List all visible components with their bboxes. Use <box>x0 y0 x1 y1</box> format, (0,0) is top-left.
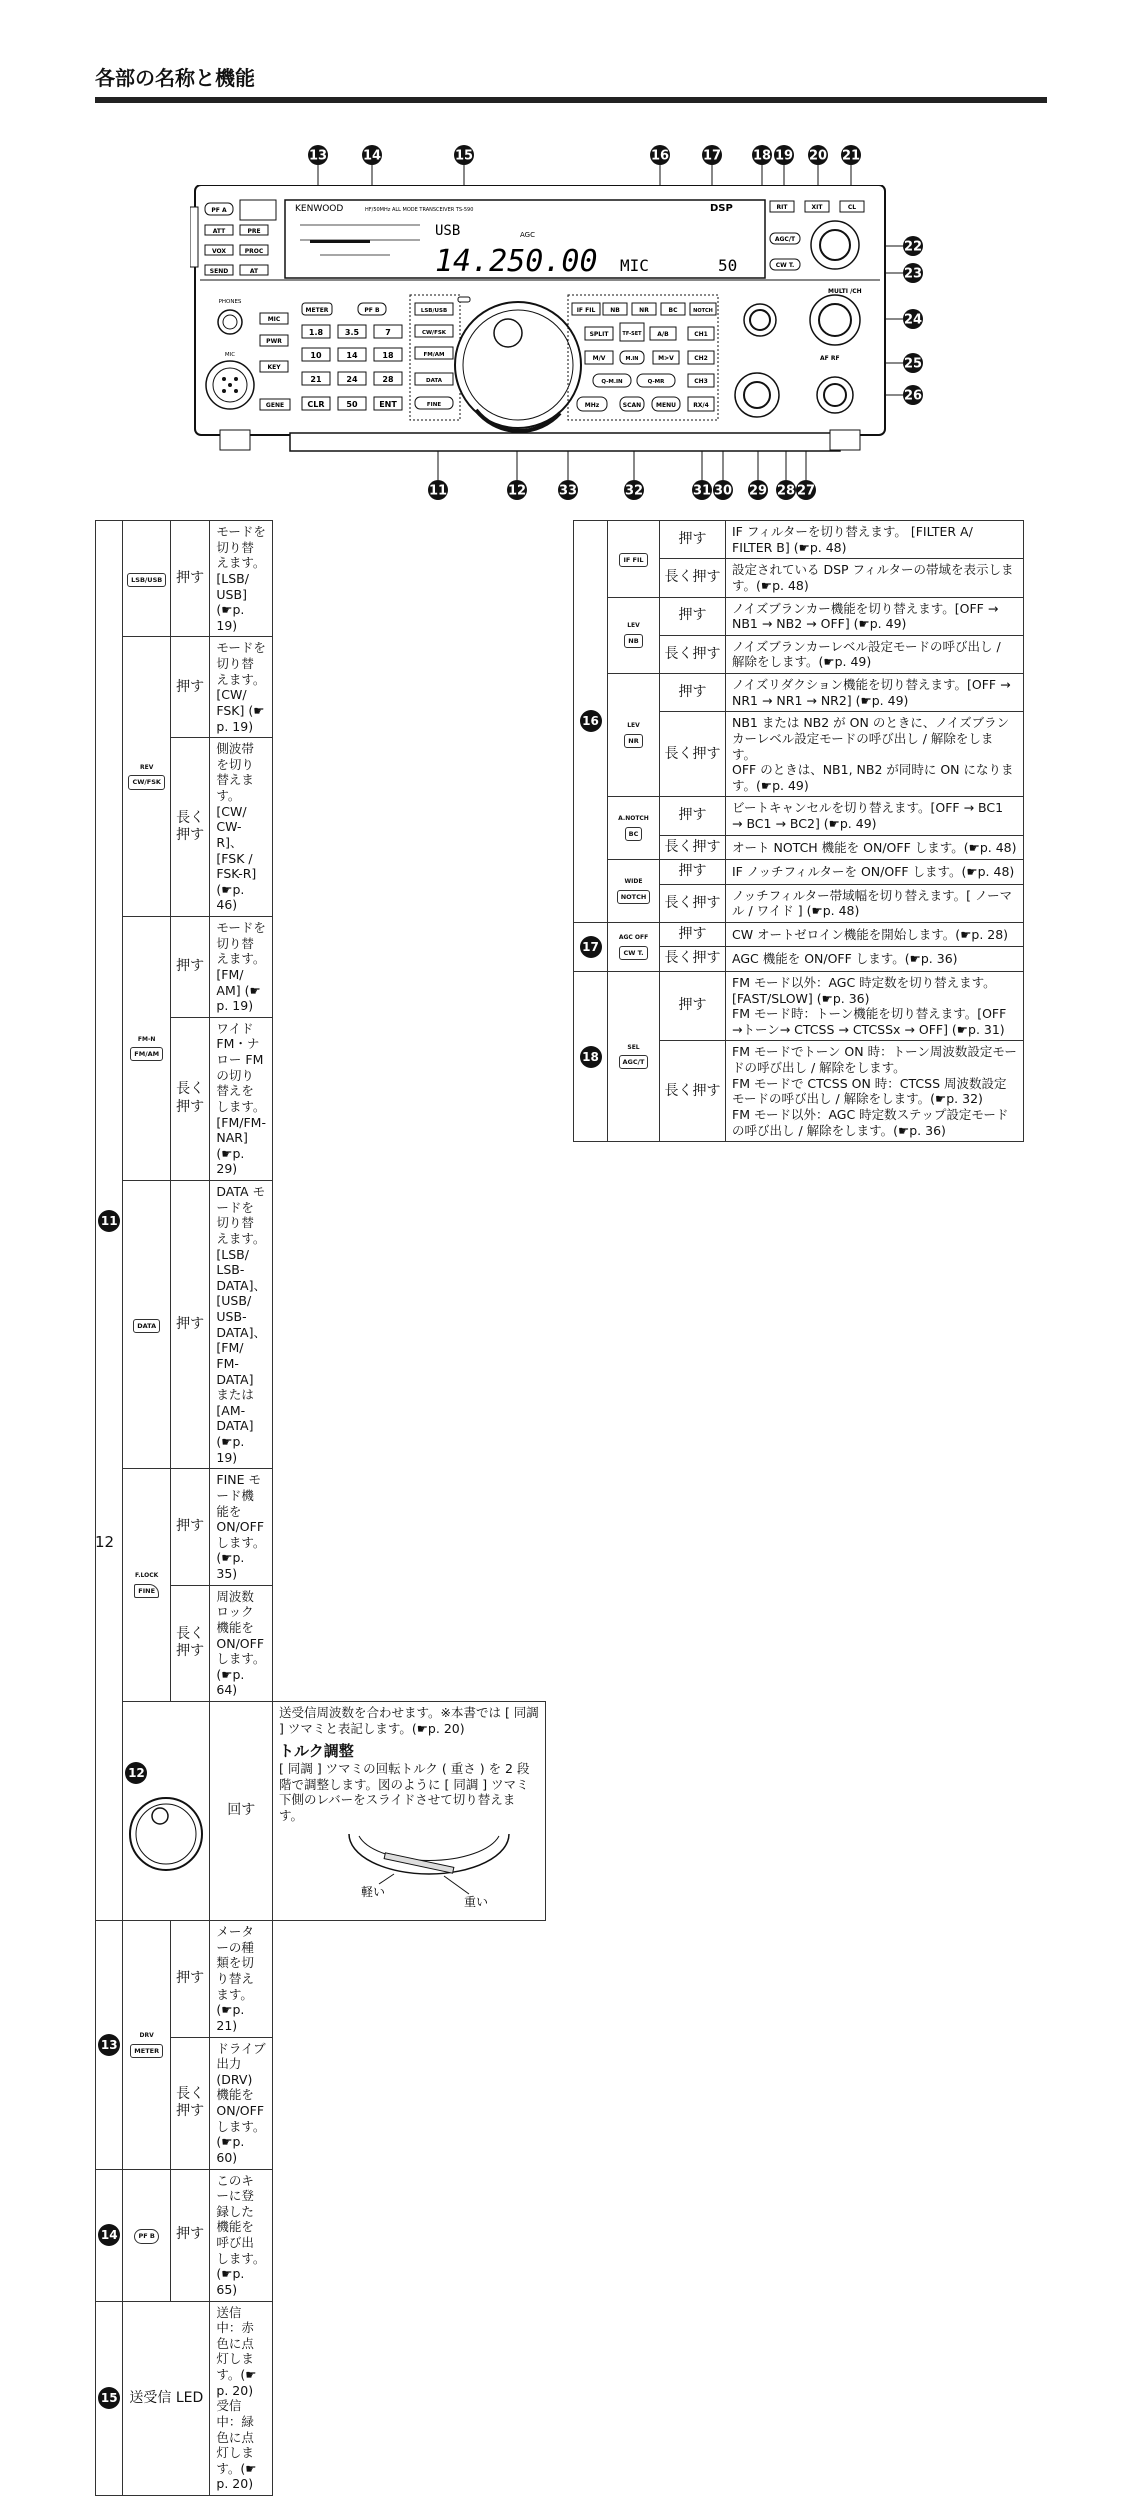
push-label: 押す <box>660 674 726 712</box>
svg-text:XIT: XIT <box>811 204 823 211</box>
agc-t-long-desc-cell <box>726 1041 1024 1142</box>
cwfsk-key-cell: REV CW/FSK <box>123 637 171 917</box>
tuning-knob-icon <box>126 1794 206 1874</box>
long-push-label: 長く押す <box>660 884 726 922</box>
svg-text:重い: 重い <box>464 1894 489 1909</box>
svg-text:28: 28 <box>382 375 394 384</box>
svg-text:31: 31 <box>692 483 712 499</box>
long-push-label: 長く押す <box>660 947 726 972</box>
lsbusb-key-cell <box>123 521 171 637</box>
svg-text:CL: CL <box>847 204 857 211</box>
svg-text:32: 32 <box>624 483 644 499</box>
svg-text:AT: AT <box>249 268 259 275</box>
if-fil-desc: IF フィルターを切り替えます。 [FILTER A/ FILTER B] (☛p. 48) <box>726 521 1024 559</box>
agc-t-key: AGC/T <box>619 1055 649 1069</box>
fm-am-desc: モードを切り替えます。[FM/ AM] (☛p. 19) <box>210 917 273 1018</box>
fmam-key-cell: FM-N FM/AM <box>123 917 171 1181</box>
push-label: 押す <box>660 971 726 1041</box>
svg-text:CLR: CLR <box>307 400 325 409</box>
push-label: 押す <box>170 917 209 1018</box>
svg-text:21: 21 <box>841 148 861 164</box>
svg-text:CW/FSK: CW/FSK <box>421 330 447 336</box>
push-label: 押す <box>660 797 726 835</box>
nb-key: NB <box>624 634 642 648</box>
push-label: 押す <box>660 922 726 947</box>
long-push-label: 長く押す <box>660 559 726 597</box>
svg-text:33: 33 <box>558 483 578 499</box>
long-push-label: 長く押す <box>170 1585 209 1701</box>
notch-key-cell: WIDE NOTCH <box>608 860 660 923</box>
pfb-key-cell <box>123 2169 171 2301</box>
led-rx-desc: 受信中：緑色に点灯します。(☛p. 20) <box>216 2398 257 2492</box>
push-label: 押す <box>660 521 726 559</box>
lsb-usb-key: LSB/USB <box>127 573 166 587</box>
svg-text:SCAN: SCAN <box>622 402 642 409</box>
if-fil-key: IF FIL <box>619 553 647 567</box>
nb-long-desc: ノイズブランカーレベル設定モードの呼び出し / 解除をします。(☛p. 49) <box>726 635 1024 673</box>
page-title: 各部の名称と機能 <box>95 66 255 90</box>
svg-text:7: 7 <box>385 328 391 337</box>
svg-text:TF-SET: TF-SET <box>622 331 642 337</box>
svg-text:VOX: VOX <box>211 248 227 255</box>
section-12-number: 12 <box>125 1762 147 1784</box>
svg-text:CH3: CH3 <box>694 378 708 385</box>
nr-key-cell: LEV NR <box>608 674 660 797</box>
svg-text:3.5: 3.5 <box>344 328 360 337</box>
svg-text:MENU: MENU <box>656 402 676 409</box>
cw-t-key: CW T. <box>619 946 647 960</box>
svg-text:M.IN: M.IN <box>625 356 639 362</box>
agc-t-desc-2: FM モード時：トーン機能を切り替えます。[OFF →トーン→ CTCSS → CTCSSx → OFF] (☛p. 31) <box>732 1006 1007 1037</box>
long-push-label: 長く押す <box>170 2037 209 2169</box>
fine-desc: FINE モード機能を ON/OFF します。(☛p. 35) <box>210 1469 273 1585</box>
long-push-label: 長く押す <box>660 1041 726 1142</box>
svg-text:17: 17 <box>702 148 722 164</box>
svg-text:LSB/USB: LSB/USB <box>420 308 448 314</box>
svg-text:KEY: KEY <box>267 364 281 371</box>
svg-text:27: 27 <box>796 483 816 499</box>
section-14-number: 14 <box>96 2169 123 2301</box>
notch-key: NOTCH <box>617 890 651 904</box>
long-push-label: 長く押す <box>660 712 726 797</box>
push-label: 押す <box>660 597 726 635</box>
svg-text:19: 19 <box>774 148 794 164</box>
meter-key-cell: DRV METER <box>123 1921 171 2169</box>
agc-t-desc-1: FM モード以外：AGC 時定数を切り替えます。[FAST/SLOW] (☛p. 36) <box>732 974 996 1006</box>
svg-text:18: 18 <box>752 148 772 164</box>
svg-text:MIC: MIC <box>620 256 649 275</box>
svg-text:25: 25 <box>903 356 923 372</box>
led-desc-cell <box>210 2301 273 2496</box>
svg-text:IF FIL: IF FIL <box>576 307 596 314</box>
svg-text:GENE: GENE <box>265 402 285 409</box>
svg-text:MHz: MHz <box>584 402 600 409</box>
svg-text:15: 15 <box>454 148 474 164</box>
nr-desc: ノイズリダクション機能を切り替えます。[OFF → NR1 → NR1 → NR2] (☛p. 49) <box>726 674 1024 712</box>
svg-text:KENWOOD: KENWOOD <box>295 204 344 214</box>
led-label: 送受信 LED <box>123 2301 210 2496</box>
svg-text:10: 10 <box>310 351 322 360</box>
section-15-number: 15 <box>96 2301 123 2496</box>
svg-text:CW T.: CW T. <box>775 262 795 269</box>
svg-text:軽い: 軽い <box>361 1884 386 1899</box>
svg-text:FINE: FINE <box>426 402 442 408</box>
svg-text:12: 12 <box>507 483 527 499</box>
svg-text:MULTI /CH: MULTI /CH <box>828 288 862 295</box>
svg-text:MIC: MIC <box>224 352 236 358</box>
tuning-desc: 送受信周波数を合わせます。※本書では [ 同調 ] ツマミと表記します。(☛p. 20) <box>279 1705 539 1736</box>
pf-b-desc: このキーに登録した機能を呼び出します。(☛p. 65) <box>210 2169 273 2301</box>
push-label: 押す <box>170 1181 209 1469</box>
svg-text:RX/4: RX/4 <box>693 402 709 409</box>
svg-text:A/B: A/B <box>657 331 669 338</box>
lsb-usb-desc: モードを切り替えます。[LSB/ USB] (☛p. 19) <box>210 521 273 637</box>
svg-text:NB: NB <box>610 307 620 314</box>
svg-text:14: 14 <box>346 351 358 360</box>
torque-desc: [ 同調 ] ツマミの回転トルク ( 重さ ) を 2 段階で調整します。図のように [ 同調 ] ツマミ下側のレバーをスライドさせて切り替えます。 <box>279 1761 530 1823</box>
svg-text:AGC/T: AGC/T <box>774 236 796 243</box>
svg-text:24: 24 <box>346 375 358 384</box>
meter-desc: メーターの種類を切り替えます。(☛p. 21) <box>210 1921 273 2037</box>
svg-text:14.250.00: 14.250.00 <box>435 244 598 279</box>
push-label: 押す <box>170 1469 209 1585</box>
nr-key: NR <box>624 734 642 748</box>
section-17-number: 17 <box>574 922 608 971</box>
long-push-label: 長く押す <box>170 1017 209 1180</box>
svg-text:1.8: 1.8 <box>308 328 324 337</box>
agc-t-long-desc-3: FM モード以外：AGC 時定数ステップ設定モードの呼び出し / 解除をします。(☛p. 36) <box>732 1106 1009 1138</box>
fm-am-long-desc: ワイド FM・ナロー FM の切り替えをします。[FM/FM-NAR] (☛p. 29) <box>210 1017 273 1180</box>
svg-text:AF RF: AF RF <box>820 355 840 362</box>
svg-text:PRE: PRE <box>247 228 261 235</box>
section-18-number: 18 <box>574 971 608 1141</box>
meter-key: METER <box>130 2044 163 2058</box>
torque-lever-diagram <box>279 1824 539 1914</box>
fine-key-cell: F.LOCK FINE <box>123 1469 171 1702</box>
svg-text:MIC: MIC <box>267 316 281 323</box>
bc-long-desc: オート NOTCH 機能を ON/OFF します。(☛p. 48) <box>726 835 1024 860</box>
svg-text:BC: BC <box>668 307 678 314</box>
notch-desc: IF ノッチフィルターを ON/OFF します。(☛p. 48) <box>726 860 1024 885</box>
push-label: 押す <box>170 1921 209 2037</box>
svg-text:26: 26 <box>903 388 923 404</box>
svg-text:11: 11 <box>428 483 448 499</box>
svg-text:PROC: PROC <box>244 248 264 255</box>
svg-text:SPLIT: SPLIT <box>589 331 609 338</box>
transceiver-illustration <box>190 185 902 455</box>
svg-text:Q-M.IN: Q-M.IN <box>601 379 623 385</box>
svg-text:CH1: CH1 <box>694 331 708 338</box>
bc-desc: ビートキャンセルを切り替えます。[OFF → BC1 → BC1 → BC2] (☛p. 49) <box>726 797 1024 835</box>
svg-text:SEND: SEND <box>209 268 229 275</box>
svg-text:DATA: DATA <box>426 378 442 384</box>
pf-b-key: PF B <box>134 2229 158 2243</box>
cw-t-long-desc: AGC 機能を ON/OFF します。(☛p. 36) <box>726 947 1024 972</box>
cw-fsk-desc: モードを切り替えます。[CW/ FSK] (☛p. 19) <box>210 637 273 738</box>
svg-text:M/V: M/V <box>592 355 606 362</box>
svg-text:18: 18 <box>382 351 394 360</box>
fine-key: FINE <box>134 1584 159 1598</box>
svg-text:CH2: CH2 <box>694 355 708 362</box>
fine-long-desc: 周波数ロック機能を ON/OFF します。(☛p. 64) <box>210 1585 273 1701</box>
svg-text:PF A: PF A <box>211 207 227 214</box>
page-number: 12 <box>95 1533 115 1551</box>
fm-am-key: FM/AM <box>130 1047 163 1061</box>
svg-text:AGC: AGC <box>520 231 535 239</box>
led-tx-desc: 送信中：赤色に点灯します。(☛p. 20) <box>216 2304 257 2398</box>
left-function-table <box>95 520 546 2496</box>
push-label: 押す <box>170 2169 209 2301</box>
data-desc: DATA モードを切り替えます。[LSB/ LSB-DATA]、[USB/ USB-DATA]、[FM/ FM-DATA] または [AM-DATA] (☛p. 19) <box>210 1181 273 1469</box>
if-fil-long-desc: 設定されている DSP フィルターの帯域を表示します。(☛p. 48) <box>726 559 1024 597</box>
nr-long-desc-cell <box>726 712 1024 797</box>
svg-text:USB: USB <box>435 223 461 239</box>
cw-fsk-long-desc: 側波帯を切り替えます。[CW/ CW-R]、[FSK / FSK-R] (☛p. 46) <box>210 738 273 917</box>
data-key: DATA <box>133 1319 160 1333</box>
nr-long-desc: NB1 または NB2 が ON のときに、ノイズブランカーレベル設定モードの呼び出し / 解除をします。 <box>732 715 1010 762</box>
push-label: 押す <box>170 637 209 738</box>
svg-text:16: 16 <box>650 148 670 164</box>
svg-text:RIT: RIT <box>776 204 788 211</box>
meter-long-desc: ドライブ出力 (DRV) 機能を ON/OFF します。(☛p. 60) <box>210 2037 273 2169</box>
svg-text:PHONES: PHONES <box>218 299 242 305</box>
svg-text:23: 23 <box>903 266 923 282</box>
svg-text:DSP: DSP <box>710 203 733 214</box>
long-push-label: 長く押す <box>660 835 726 860</box>
svg-text:HF/50MHz ALL MODE TRANSCEIVER: HF/50MHz ALL MODE TRANSCEIVER TS-590 <box>365 207 474 213</box>
svg-text:FM/AM: FM/AM <box>423 352 445 358</box>
long-push-label: 長く押す <box>170 738 209 917</box>
svg-text:20: 20 <box>808 148 828 164</box>
rotate-label: 回す <box>210 1702 273 1921</box>
svg-text:13: 13 <box>308 148 328 164</box>
section-12-desc-cell <box>273 1702 546 1921</box>
svg-text:NOTCH: NOTCH <box>693 308 713 314</box>
iffil-key-cell <box>608 521 660 598</box>
cw-t-desc: CW オートゼロイン機能を開始します。(☛p. 28) <box>726 922 1024 947</box>
nb-key-cell: LEV NB <box>608 597 660 674</box>
section-12-cell <box>123 1702 210 1921</box>
agc-t-desc-cell <box>726 971 1024 1041</box>
svg-text:24: 24 <box>903 312 923 328</box>
section-16-number: 16 <box>574 521 608 923</box>
svg-text:M>V: M>V <box>658 355 674 362</box>
svg-text:ATT: ATT <box>212 228 226 235</box>
section-11-number: 11 <box>96 521 123 1921</box>
push-label: 押す <box>170 521 209 637</box>
bc-key: BC <box>625 827 643 841</box>
cwt-key-cell: AGC OFF CW T. <box>608 922 660 971</box>
agc-t-long-desc-1: FM モードでトーン ON 時：トーン周波数設定モードの呼び出し / 解除をします。 <box>732 1044 1017 1075</box>
svg-text:50: 50 <box>718 256 738 275</box>
svg-text:14: 14 <box>362 148 382 164</box>
svg-text:30: 30 <box>713 483 733 499</box>
agc-t-long-desc-2: FM モードで CTCSS ON 時：CTCSS 周波数設定モードの呼び出し / 解除をします。(☛p. 32) <box>732 1075 1007 1107</box>
data-key-cell <box>123 1181 171 1469</box>
torque-heading: トルク調整 <box>279 1742 354 1761</box>
agct-key-cell: SEL AGC/T <box>608 971 660 1141</box>
title-rule <box>95 97 1047 103</box>
nb-desc: ノイズブランカー機能を切り替えます。[OFF → NB1 → NB2 → OFF] (☛p. 49) <box>726 597 1024 635</box>
nr-long-desc-2: OFF のときは、NB1, NB2 が同時に ON になります。(☛p. 49) <box>732 762 1014 793</box>
cw-fsk-key: CW/FSK <box>128 775 164 789</box>
long-push-label: 長く押す <box>660 635 726 673</box>
svg-text:Q-MR: Q-MR <box>647 379 665 385</box>
svg-text:PF B: PF B <box>364 307 380 314</box>
svg-text:ENT: ENT <box>379 400 397 409</box>
push-label: 押す <box>660 860 726 885</box>
svg-text:29: 29 <box>748 483 768 499</box>
svg-text:21: 21 <box>310 375 322 384</box>
svg-text:PWR: PWR <box>266 338 282 345</box>
bc-key-cell: A.NOTCH BC <box>608 797 660 860</box>
notch-long-desc: ノッチフィルター帯域幅を切り替えます。[ ノーマル / ワイド ] (☛p. 48) <box>726 884 1024 922</box>
svg-text:22: 22 <box>903 239 923 255</box>
right-function-table <box>573 520 1024 1142</box>
section-13-number: 13 <box>96 1921 123 2169</box>
svg-text:28: 28 <box>776 483 796 499</box>
svg-text:METER: METER <box>305 307 329 314</box>
svg-text:NR: NR <box>639 307 649 314</box>
svg-text:50: 50 <box>346 400 358 409</box>
